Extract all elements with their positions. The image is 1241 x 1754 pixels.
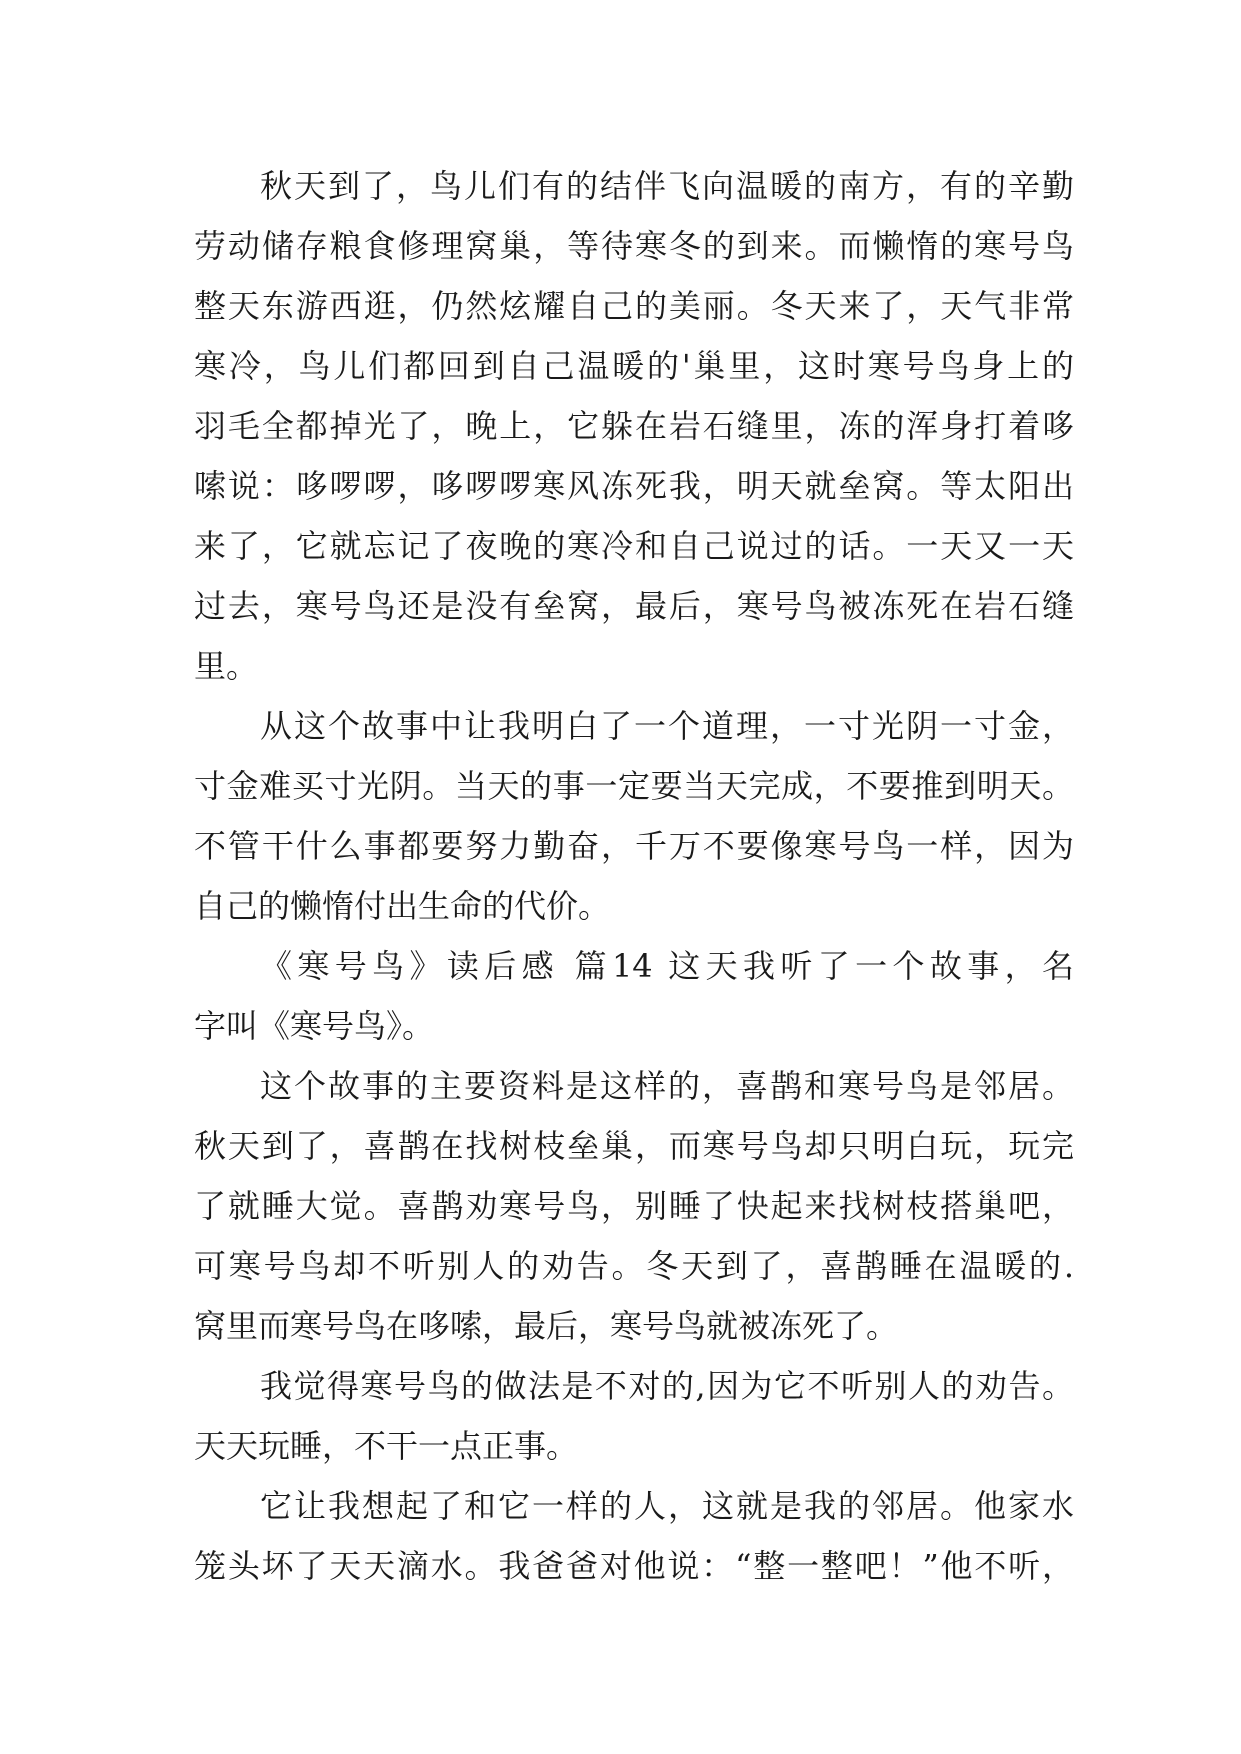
section-heading-line: 《寒号鸟》读后感 篇14 这天我听了一个故事，名 — [260, 947, 1074, 985]
paragraph-1-line-2: 劳动储存粮食修理窝巢，等待寒冬的到来。而懒惰的寒号鸟 — [194, 227, 1074, 265]
paragraph-5-line-2: 笼头坏了天天滴水。我爸爸对他说：“整一整吧！”他不听， — [194, 1547, 1074, 1585]
paragraph-1-line-6: 嗦说：哆啰啰，哆啰啰寒风冻死我，明天就垒窝。等太阳出 — [194, 467, 1074, 505]
paragraph-1-line-4: 寒冷，鸟儿们都回到自己温暖的'巢里，这时寒号鸟身上的 — [194, 347, 1074, 385]
paragraph-2-line-4: 自己的懒惰付出生命的代价。 — [194, 887, 611, 925]
paragraph-2-line-1: 从这个故事中让我明白了一个道理，一寸光阴一寸金， — [260, 707, 1074, 745]
paragraph-5-line-1: 它让我想起了和它一样的人，这就是我的邻居。他家水 — [260, 1487, 1074, 1525]
paragraph-4-line-2: 天天玩睡，不干一点正事。 — [194, 1427, 579, 1465]
section-heading-line-2: 字叫《寒号鸟》。 — [194, 1007, 435, 1045]
paragraph-1-line-5: 羽毛全都掉光了，晚上，它躲在岩石缝里，冻的浑身打着哆 — [194, 407, 1074, 445]
paragraph-1-line-9: 里。 — [194, 647, 259, 685]
paragraph-1-line-7: 来了，它就忘记了夜晚的寒冷和自己说过的话。一天又一天 — [194, 527, 1074, 565]
paragraph-3-line-3: 了就睡大觉。喜鹊劝寒号鸟，别睡了快起来找树枝搭巢吧， — [194, 1187, 1074, 1225]
paragraph-3-line-4: 可寒号鸟却不听别人的劝告。冬天到了，喜鹊睡在温暖的. — [194, 1247, 1074, 1285]
paragraph-2-line-3: 不管干什么事都要努力勤奋，千万不要像寒号鸟一样，因为 — [194, 827, 1074, 865]
paragraph-3-line-1: 这个故事的主要资料是这样的，喜鹊和寒号鸟是邻居。 — [260, 1067, 1074, 1105]
paragraph-2-line-2: 寸金难买寸光阴。当天的事一定要当天完成，不要推到明天。 — [194, 767, 1074, 805]
paragraph-1-line-8: 过去，寒号鸟还是没有垒窝，最后，寒号鸟被冻死在岩石缝 — [194, 587, 1074, 625]
paragraph-4-line-1: 我觉得寒号鸟的做法是不对的,因为它不听别人的劝告。 — [260, 1367, 1074, 1405]
paragraph-1-line-1: 秋天到了，鸟儿们有的结伴飞向温暖的南方，有的辛勤 — [260, 167, 1074, 205]
paragraph-3-line-2: 秋天到了，喜鹊在找树枝垒巢，而寒号鸟却只明白玩，玩完 — [194, 1127, 1074, 1165]
paragraph-1-line-3: 整天东游西逛，仍然炫耀自己的美丽。冬天来了，天气非常 — [194, 287, 1074, 325]
paragraph-3-line-5: 窝里而寒号鸟在哆嗦，最后，寒号鸟就被冻死了。 — [194, 1307, 899, 1345]
